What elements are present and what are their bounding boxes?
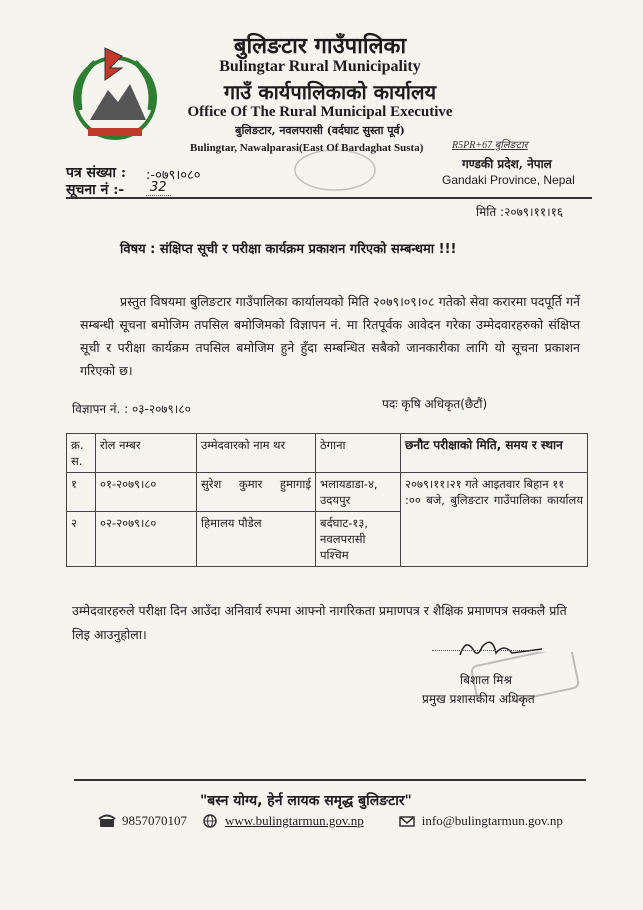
phone-icon (98, 814, 116, 828)
candidate-table (66, 433, 588, 567)
cell-address: भलायडाडा-४, उदयपुर (316, 473, 401, 512)
globe-icon (201, 814, 219, 828)
cell-roll: ०१-२०७९।८० (96, 473, 197, 512)
cell-roll: ०२-२०७९।८० (96, 512, 197, 567)
header-name: उम्मेदवारको नाम थर (197, 434, 316, 473)
instruction-note: उम्मेदवारहरुले परीक्षा दिन आउँदा अनिवार्य रुपमा आफ्नो नागरिकता प्रमाणपत्र र शैक्षिक प्रमाणपत्र सक्कलै प्रति लिइ आउनुहोला। (72, 603, 567, 642)
advert-number: विज्ञापन नं. : ०३-२०७९।८० (72, 402, 191, 416)
table-row (67, 473, 588, 512)
header-roll: रोल नम्बर (96, 434, 197, 473)
header-address: ठेगाना (316, 434, 401, 473)
cell-sn: १ (67, 473, 96, 512)
phone-number: 9857070107 (122, 813, 187, 828)
footer-divider (74, 779, 586, 781)
cell-address: बर्दघाट-१३, नवलपरासी पश्चिम (316, 512, 401, 567)
cell-name: हिमालय पौडेल (197, 512, 316, 567)
letter-date: मिति :२०७९।११।१६ (476, 205, 564, 219)
footer-motto: "बस्न योग्य, हेर्न लायक समृद्ध बुलिङटार" (200, 793, 412, 809)
footer-contacts (98, 813, 598, 829)
signatory-title: प्रमुख प्रशासकीय अधिकृत (422, 692, 535, 706)
province-np: गण्डकी प्रदेश, नेपाल (462, 157, 552, 171)
address-en: Bulingtar, Nawalparasi(East Of Bardaghat Susta) (190, 142, 424, 154)
notice-number-value (146, 180, 171, 195)
province-en: Gandaki Province, Nepal (442, 173, 575, 187)
letter-number-value: :-०७९।०८० (146, 168, 201, 183)
cell-schedule: २०७९।११।२१ गते आइतवार बिहान ११ :०० बजे, बुलिङटार गाउँपालिका कार्यालय (401, 473, 588, 567)
signature-line (432, 650, 532, 651)
email-address[interactable]: info@bulingtarmun.gov.np (421, 813, 563, 828)
email-icon (398, 814, 416, 828)
table-header-row (67, 434, 588, 473)
municipality-emblem-icon (60, 40, 170, 150)
municipality-name-np: बुलिङटार गाउँपालिका (233, 33, 407, 59)
faint-seal-icon (290, 145, 380, 195)
website-link[interactable]: www.bulingtarmun.gov.np (225, 813, 364, 828)
office-name-en: Office Of The Rural Municipal Executive (187, 104, 453, 120)
letter-number-label: पत्र संख्या : (66, 165, 126, 181)
header-divider (66, 197, 592, 199)
post-name: पदः कृषि अधिकृत(छैटौं) (382, 397, 488, 411)
office-name-np: गाउँ कार्यपालिकाको कार्यालय (223, 80, 437, 104)
registration-mark: R5PR+67 बुलिङटार (452, 140, 528, 151)
address-np: बुलिङटार, नवलपरासी (वर्दघाट सुस्ता पूर्व) (235, 124, 405, 137)
subject-line: विषय : संक्षिप्त सूची र परीक्षा कार्यक्रम प्रकाशन गरिएको सम्बन्धमा !!! (120, 242, 457, 257)
cell-name: सुरेश कुमार हुमागाई (197, 473, 316, 512)
signatory-name: बिशाल मिश्र (460, 673, 512, 687)
notice-number-label: सूचना नं :- (66, 182, 125, 198)
municipality-name-en: Bulingtar Rural Municipality (219, 58, 421, 75)
cell-sn: २ (67, 512, 96, 567)
header-sn: क्र. स. (67, 434, 96, 473)
header-schedule: छनौट परीक्षाको मिति, समय र स्थान (401, 434, 588, 473)
notice-number-handwritten: 32 (146, 180, 171, 196)
body-paragraph: प्रस्तुत विषयमा बुलिङटार गाउँपालिका कार्यालयको मिति २०७९।०९।०८ गतेको सेवा करारमा पदपूर्ति गर्ने सम्बन्धी सूचना बमोजिम तपसिल बमोजिमको विज्ञापन नं. मा रितपूर्वक आवेदन गरेका उम्मेदवारहरुको संक्षिप्त सूची र परीक्षा कार्यक्रम तपसिल बमोजिम हुने हुँदा सम्बन्धित सबैको जानकारीका लागि यो सूचना प्रकाशन गरिएको छ। (80, 294, 580, 378)
